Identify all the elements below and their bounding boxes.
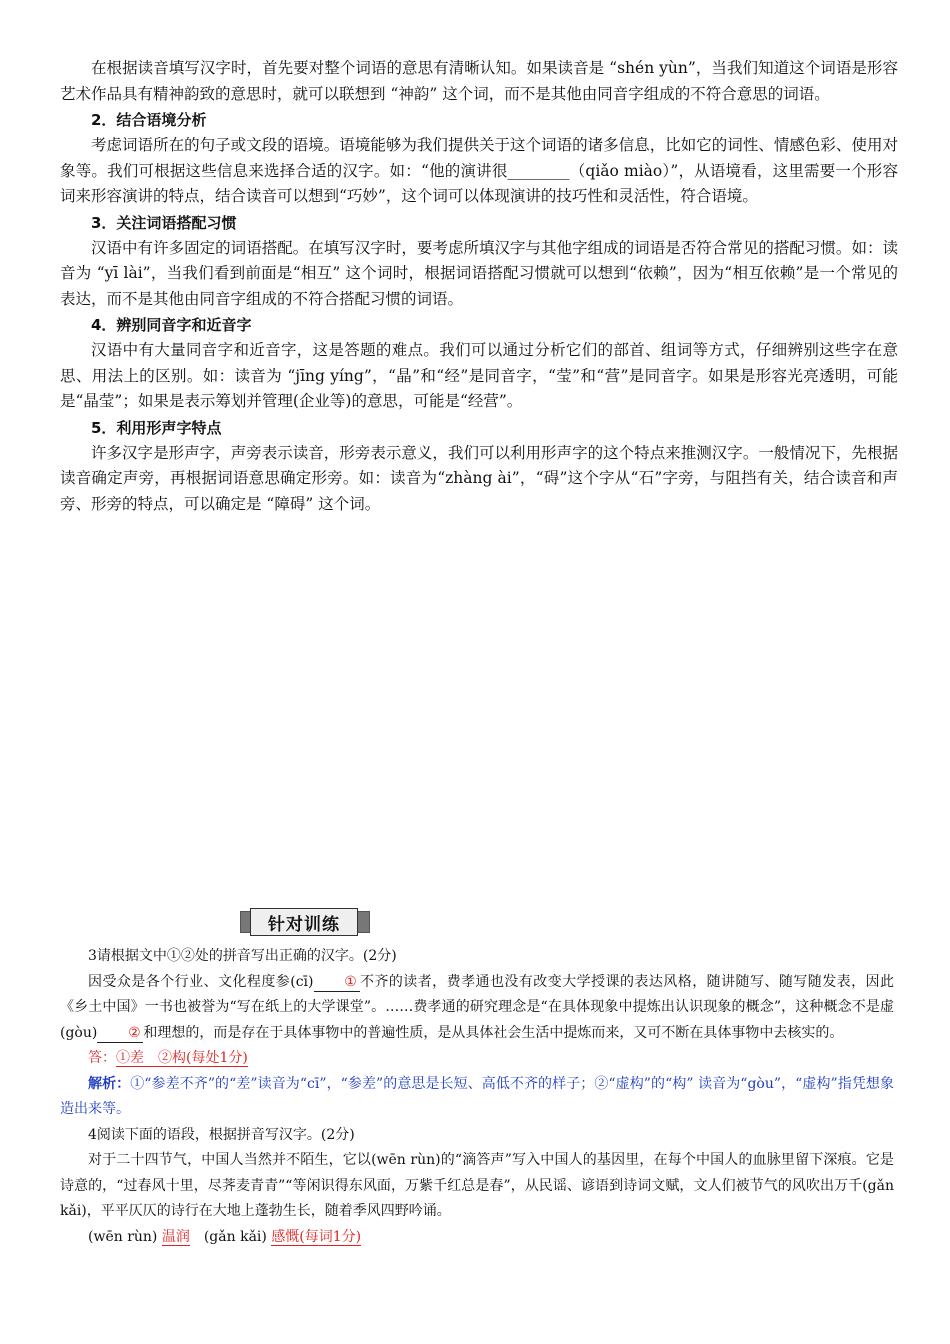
question-3-explanation: [60, 1072, 894, 1123]
paragraph-context: 考虑词语所在的句子或文段的语境。语境能够为我们提供关于这个词语的诸多信息，比如它的词性、情感色彩、使用对象等。我们可根据这些信息来选择合适的汉字。如：“他的演讲很________（qiǎo miào）”，从语境看，这里需要一个形容词来形容演讲的特点，结合读音可以想到“巧妙”，这个词可以体现演讲的技巧性和灵活性，符合语境。: [60, 136, 898, 205]
explanation-text: ①“参差不齐”的“差”读音为“cī”，“参差”的意思是长短、高低不齐的样子；②“虚构”的“构” 读音为“gòu”，“虚构”指凭想象造出来等。: [60, 1075, 894, 1117]
question-4-passage: 对于二十四节气，中国人当然并不陌生，它以(wēn rùn)的“滴答声”写入中国人的基因里，在每个中国人的血脉里留下深痕。它是诗意的，“过春风十里，尽荠麦青青”“等闲识得东风面，万紫千红总是春”，从民谣、谚语到诗词文赋，文人们被节气的风吹出万千(gǎn kǎi)，平平仄仄的诗行在大地上蓬勃生长，随着季风四野吟诵。: [60, 1152, 894, 1219]
question-4-stem: 4阅读下面的语段，根据拼音写汉字。(2分): [88, 1126, 355, 1143]
question-4-answer: [60, 1225, 894, 1251]
paragraph-homophones: 汉语中有大量同音字和近音字，这是答题的难点。我们可以通过分析它们的部首、组词等方式，仔细辨别这些字在意思、用法上的区别。如：读音为 “jīng yíng”，“晶”和“经”是同音字，“莹”和“营”是同音字。如果是形容光亮透明，可能是“晶莹”；如果是表示筹划并管理(企业等)的意思，可能是“经营”。: [60, 341, 898, 410]
heading-collocation: 3．关注词语搭配习惯: [91, 213, 237, 232]
question-3-answer: [60, 1046, 894, 1072]
section-banner: [240, 908, 370, 936]
answer-text: ①差 ②构(每处1分): [116, 1050, 248, 1066]
paragraph-phonetic-compounds: 许多汉字是形声字，声旁表示读音，形旁表示意义，我们可以利用形声字的这个特点来推测汉字。一般情况下，先根据读音确定声旁，再根据词语意思确定形旁。如：读音为“zhàng ài”，“碍”这个字从“石”字旁，与阻挡有关，结合读音和声旁、形旁的特点，可以确定是 “障碍” 这个词。: [60, 443, 898, 513]
answer-1: 温润: [161, 1228, 190, 1245]
banner-title: 针对训练: [250, 908, 358, 936]
question-3-stem: 3请根据文中①②处的拼音写出正确的汉字。(2分): [88, 948, 397, 964]
passage-text-1: 因受众是各个行业、文化程度参(cī): [88, 973, 314, 990]
passage-text-2: 不齐的读者，费孝通也没有改变大学授课的表达风格，随讲随写、随写随发表，因此《乡土中国》一书也被誉为“写在纸上的大学课堂”。……费孝通的研究理念是“在具体现象中提炼出认识现象的概念”，这种概念不是虚(gòu): [60, 973, 895, 1041]
heading-context: 2．结合语境分析: [91, 111, 207, 129]
blank-2: ②: [97, 1024, 143, 1043]
explanation-label: 解析：: [88, 1075, 131, 1092]
paragraph-meaning: 在根据读音填写汉字时，首先要对整个词语的意思有清晰认知。如果读音是 “shén yùn”，当我们知道这个词语是形容艺术作品具有精神韵致的意思时，就可以联想到 “神韵” 这个词，而不是其他由同音字组成的不符合意思的词语。: [60, 59, 898, 103]
heading-homophones: 4．辨别同音字和近音字: [91, 316, 252, 334]
method-section: [60, 56, 898, 517]
paragraph-collocation: 汉语中有许多固定的词语搭配。在填写汉字时，要考虑所填汉字与其他字组成的词语是否符合常见的搭配习惯。如：读音为 “yī lài”，当我们看到前面是“相互” 这个词时，根据词语搭配习惯就可以想到“依赖”，因为“相互依赖”是一个常见的表达，而不是其他由同音字组成的不符合搭配习惯的词语。: [60, 238, 898, 308]
question-3-passage: [60, 970, 894, 1047]
pinyin-2: (gǎn kǎi): [203, 1228, 267, 1245]
answer-2: 感慨(每词1分): [271, 1228, 362, 1245]
exercise-section: [60, 944, 894, 1250]
passage-text-3: 和理想的，而是存在于具体事物中的普遍性质，是从具体社会生活中提炼而来，又可不断在具体事物中去核实的。: [143, 1024, 844, 1041]
blank-1: ①: [314, 973, 360, 992]
heading-phonetic-compounds: 5．利用形声字特点: [91, 418, 222, 437]
answer-label: 答：: [88, 1050, 116, 1066]
pinyin-1: (wēn rùn): [88, 1228, 158, 1245]
